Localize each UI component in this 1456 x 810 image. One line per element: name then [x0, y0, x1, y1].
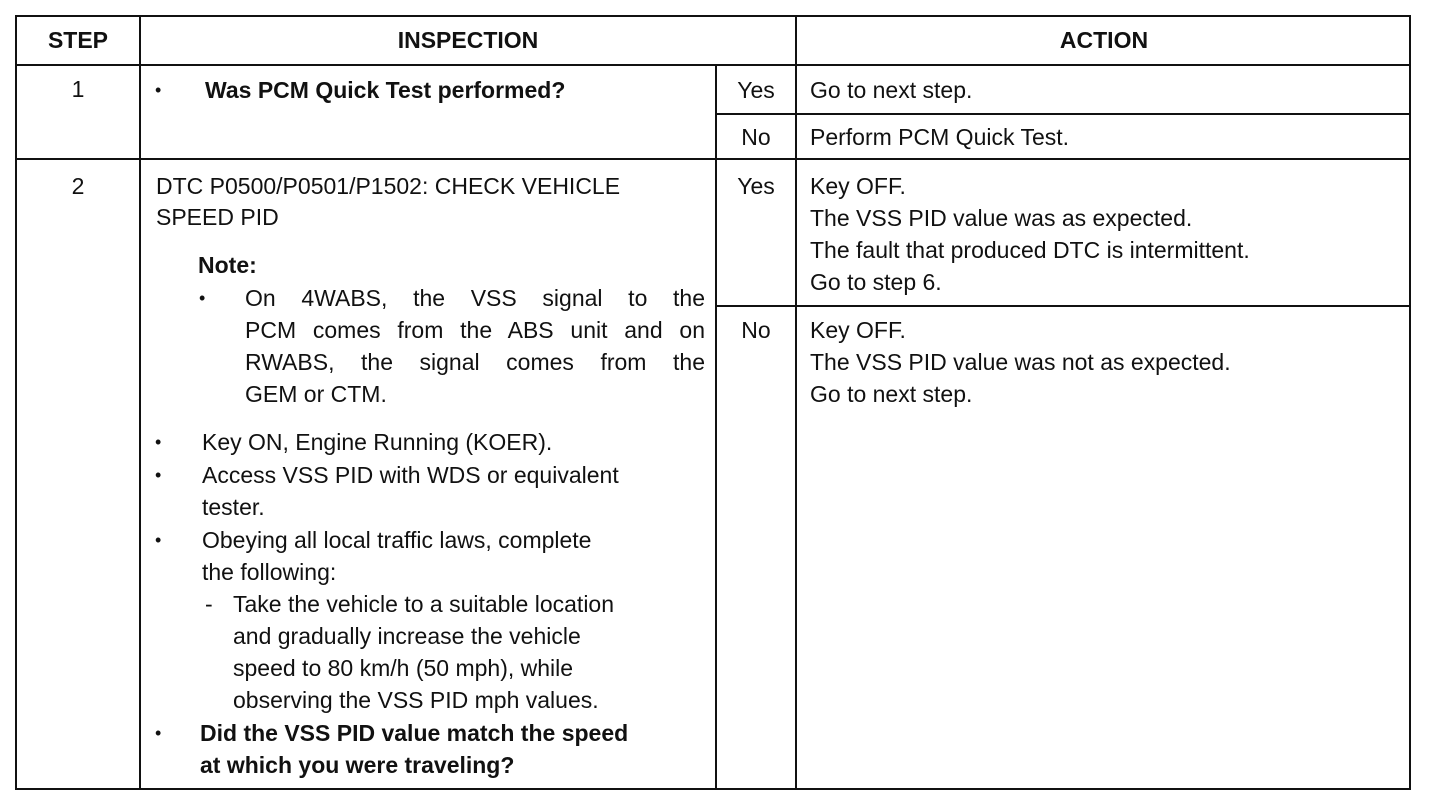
note-label: Note:	[198, 252, 257, 278]
inspection-question: at which you were traveling?	[200, 752, 515, 778]
action-text: The VSS PID value was as expected.	[810, 205, 1193, 231]
procedure-step: tester.	[202, 494, 265, 520]
note-text: RWABS, the signal comes from the	[245, 349, 705, 375]
bullet-icon: •	[155, 530, 162, 550]
answer-no: No	[741, 124, 771, 150]
rule-step-col	[139, 15, 141, 790]
header-step: STEP	[47, 27, 109, 53]
sub-step: speed to 80 km/h (50 mph), while	[233, 655, 574, 681]
note-text: PCM comes from the ABS unit and on	[245, 317, 705, 343]
sub-step: Take the vehicle to a suitable location	[233, 591, 615, 617]
action-text: Key OFF.	[810, 317, 906, 343]
action-text: The fault that produced DTC is intermittent.	[810, 237, 1250, 263]
bullet-icon: •	[155, 465, 162, 485]
action-text: Go to next step.	[810, 381, 973, 407]
rule-header-bottom	[15, 64, 1411, 66]
note-text: On 4WABS, the VSS signal to the	[245, 285, 705, 311]
header-action: ACTION	[1059, 27, 1149, 53]
step-number: 2	[71, 173, 85, 199]
action-text: Key OFF.	[810, 173, 906, 199]
inspection-title: SPEED PID	[156, 204, 279, 230]
bullet-icon: •	[199, 288, 206, 308]
rule-row1-bottom	[15, 158, 1411, 160]
action-text: The VSS PID value was not as expected.	[810, 349, 1231, 375]
action-text: Go to next step.	[810, 77, 973, 103]
rule-row2-yes-no	[717, 305, 1411, 307]
answer-no: No	[741, 317, 771, 343]
action-text: Perform PCM Quick Test.	[810, 124, 1070, 150]
procedure-step: the following:	[202, 559, 337, 585]
rule-row1-yes-no	[717, 113, 1411, 115]
answer-yes: Yes	[737, 173, 775, 199]
step-number: 1	[71, 76, 85, 102]
procedure-step: Key ON, Engine Running (KOER).	[202, 429, 553, 455]
bullet-icon: •	[155, 432, 162, 452]
inspection-question: Did the VSS PID value match the speed	[200, 720, 629, 746]
header-inspection: INSPECTION	[397, 27, 539, 53]
procedure-step: Access VSS PID with WDS or equivalent	[202, 462, 619, 488]
sub-step: observing the VSS PID mph values.	[233, 687, 599, 713]
rule-action-col	[795, 15, 797, 790]
inspection-question: Was PCM Quick Test performed?	[205, 77, 566, 103]
answer-yes: Yes	[737, 77, 775, 103]
procedure-step: Obeying all local traffic laws, complete	[202, 527, 592, 553]
sub-step: and gradually increase the vehicle	[233, 623, 581, 649]
diagnostic-table	[15, 15, 1411, 790]
note-text: GEM or CTM.	[245, 381, 387, 407]
inspection-title: DTC P0500/P0501/P1502: CHECK VEHICLE	[156, 173, 621, 199]
bullet-icon: •	[155, 723, 162, 743]
action-text: Go to step 6.	[810, 269, 942, 295]
dash-icon: -	[205, 591, 213, 617]
bullet-icon: •	[155, 80, 162, 100]
